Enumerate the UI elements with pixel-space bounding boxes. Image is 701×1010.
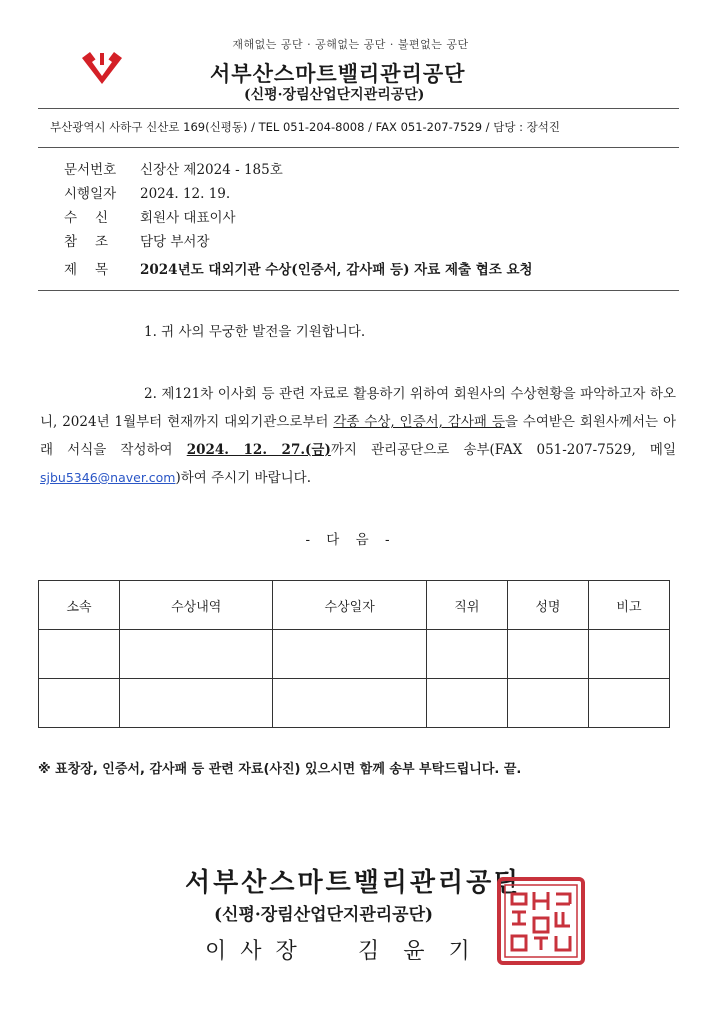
- date-label: 시행일자: [64, 186, 117, 202]
- org-subname: (신평·장림산업단지관리공단): [244, 87, 425, 103]
- recipient-row: [64, 206, 236, 226]
- subject-label: 제목: [64, 262, 127, 278]
- column-header: 비고: [588, 581, 669, 630]
- dagum-heading: - 다 음 -: [305, 532, 396, 548]
- doc-number-row: [64, 158, 283, 178]
- column-header: 성명: [507, 581, 588, 630]
- doc-number: 신장산 제2024 - 185호: [140, 162, 283, 178]
- table-cell[interactable]: [507, 679, 588, 728]
- p2-text-c: 까지 관리공단으로 송부(FAX 051-207-7529, 메일: [330, 442, 676, 458]
- doc-number-label: 문서번호: [64, 162, 117, 178]
- date-row: [64, 182, 230, 202]
- email-link[interactable]: sjbu5346@naver.com: [40, 470, 176, 485]
- table-header-row: [39, 581, 670, 630]
- table-cell[interactable]: [120, 679, 273, 728]
- column-header: 수상내역: [120, 581, 273, 630]
- table-cell[interactable]: [39, 630, 120, 679]
- p2-text-d: )하여 주시기 바랍니다.: [175, 470, 312, 486]
- column-header: 수상일자: [273, 581, 426, 630]
- table-cell[interactable]: [273, 679, 426, 728]
- paragraph-1: 1. 귀 사의 무궁한 발전을 기원합니다.: [144, 324, 366, 340]
- column-header: 소속: [39, 581, 120, 630]
- table-cell[interactable]: [273, 630, 426, 679]
- table-cell[interactable]: [588, 679, 669, 728]
- recipient-label: 수신: [64, 210, 127, 226]
- slogan: 재해없는 공단 · 공해없는 공단 · 불편없는 공단: [232, 38, 469, 51]
- divider: [38, 290, 679, 291]
- table-row: [39, 679, 670, 728]
- paragraph-2: [40, 380, 676, 492]
- signature-org-subname: (신평·장림산업단지관리공단): [214, 905, 434, 925]
- subject-row: [64, 258, 533, 278]
- signature-org-name: 서부산스마트밸리관리공단: [185, 868, 523, 898]
- table-cell[interactable]: [426, 679, 507, 728]
- table-cell[interactable]: [39, 679, 120, 728]
- p2-deadline: 2024. 12. 27.(금): [186, 442, 331, 458]
- signature-title: 이사장: [205, 939, 311, 964]
- address-line: 부산광역시 사하구 신산로 169(신평동) / TEL 051-204-8008 / FAX 051-207-7529 / 담당 : 장석진: [50, 120, 560, 134]
- table-cell[interactable]: [120, 630, 273, 679]
- divider: [38, 147, 679, 148]
- org-logo-icon: [80, 50, 124, 86]
- p2-underlined-items: 각종 수상, 인증서, 감사패 등: [333, 414, 505, 430]
- footnote: ※ 표창장, 인증서, 감사패 등 관련 자료(사진) 있으시면 함께 송부 부탁드립니다. 끝.: [38, 762, 522, 777]
- table-row: [39, 630, 670, 679]
- subject: 2024년도 대외기관 수상(인증서, 감사패 등) 자료 제출 협조 요청: [140, 262, 533, 278]
- reference-row: [64, 230, 210, 250]
- table-cell[interactable]: [507, 630, 588, 679]
- signature-name: 김윤기: [358, 939, 494, 964]
- reference-label: 참조: [64, 234, 127, 250]
- official-seal-icon: [496, 876, 586, 966]
- award-form-table: [38, 580, 670, 728]
- table-cell[interactable]: [426, 630, 507, 679]
- table-cell[interactable]: [588, 630, 669, 679]
- p2-text-b: 을 수여받은 회원사께서는 아래 서식을 작성하여: [40, 414, 676, 458]
- issue-date: 2024. 12. 19.: [140, 186, 231, 202]
- p2-text-a: 2. 제121차 이사회 등 관련 자료로 활용하기 위하여 회원사의 수상현황을 파악하고자 하오니, 2024년 1월부터 현재까지 대외기관으로부터: [40, 386, 676, 430]
- org-name: 서부산스마트밸리관리공단: [210, 61, 466, 86]
- reference: 담당 부서장: [140, 234, 210, 250]
- recipient: 회원사 대표이사: [140, 210, 236, 226]
- column-header: 직위: [426, 581, 507, 630]
- divider: [38, 108, 679, 109]
